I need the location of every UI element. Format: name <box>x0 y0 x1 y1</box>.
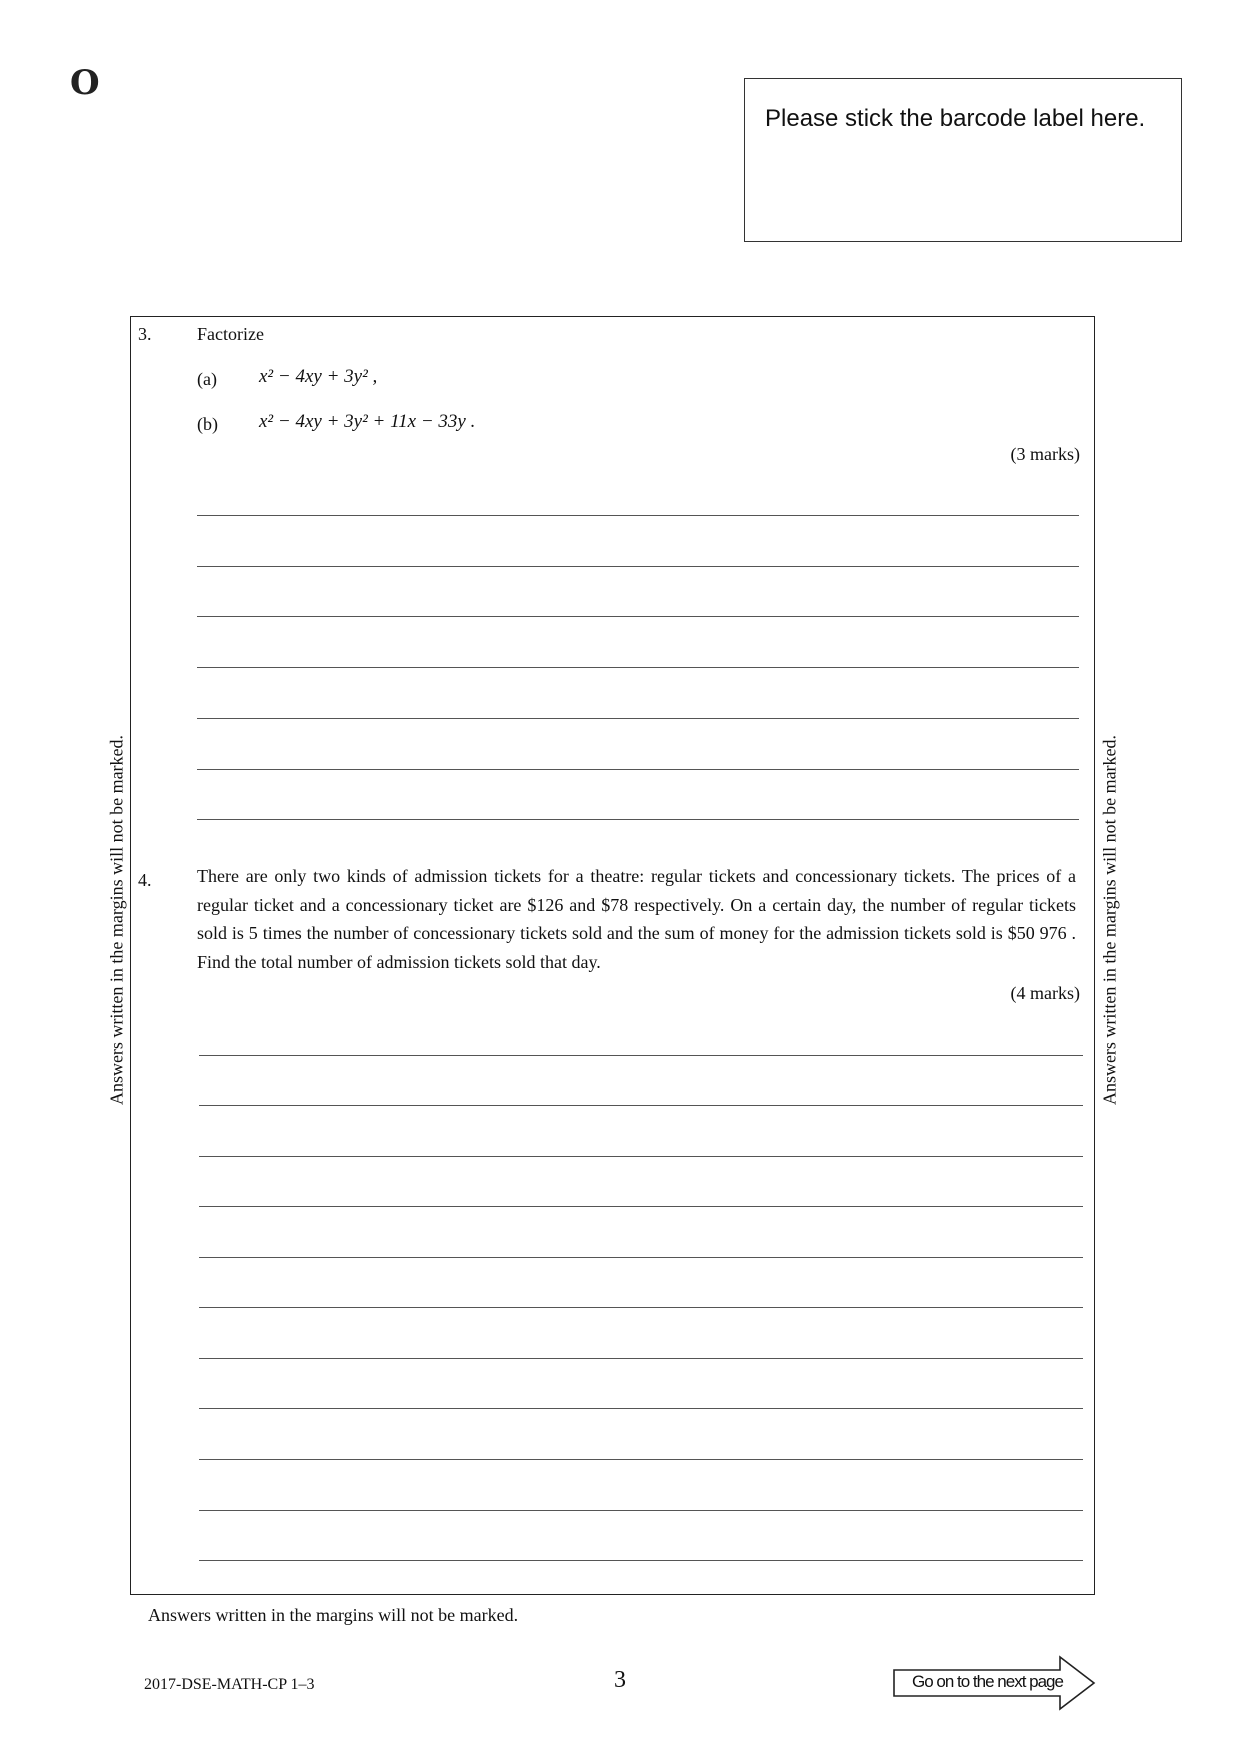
barcode-instruction: Please stick the barcode label here. <box>765 105 1146 132</box>
q3-number: 3. <box>138 324 152 344</box>
answer-line[interactable] <box>199 1560 1083 1561</box>
q4-number: 4. <box>138 870 152 890</box>
answer-line[interactable] <box>199 1358 1083 1359</box>
q3-part-b-expression: x² − 4xy + 3y² + 11x − 33y . <box>259 411 476 432</box>
barcode-label-box <box>744 78 1182 242</box>
answer-line[interactable] <box>197 515 1079 516</box>
answer-line[interactable] <box>197 566 1079 567</box>
page-number: 3 <box>614 1667 626 1693</box>
answer-line[interactable] <box>199 1307 1083 1308</box>
q3-prompt: Factorize <box>197 324 264 344</box>
answer-line[interactable] <box>199 1206 1083 1207</box>
next-page-arrow <box>892 1655 1098 1711</box>
q4-text: There are only two kinds of admission tickets for a theatre: regular tickets and concessionary tickets. The prices of a regular ticket and a concessionary ticket are $126 and $78 respectively. On a certain day, the number of regular tickets sold is 5 times the number of concessionary tickets sold and the sum of money for the admission tickets sold is $50 976 . Find the total number of admission tickets sold that day. <box>197 866 1076 972</box>
answer-line[interactable] <box>197 819 1079 820</box>
q4-marks: (4 marks) <box>1010 983 1080 1003</box>
answer-line[interactable] <box>199 1510 1083 1511</box>
next-page-label: Go on to the next page <box>912 1672 1063 1691</box>
bottom-margin-note: Answers written in the margins will not be marked. <box>148 1605 519 1625</box>
q3-part-a-label: (a) <box>197 369 217 389</box>
answer-line[interactable] <box>197 616 1079 617</box>
answer-line[interactable] <box>197 769 1079 770</box>
corner-mark: O <box>70 63 100 103</box>
left-margin-note: Answers written in the margins will not be marked. <box>106 734 127 1106</box>
answer-line[interactable] <box>199 1257 1083 1258</box>
answer-line[interactable] <box>197 667 1079 668</box>
paper-code: 2017-DSE-MATH-CP 1–3 <box>144 1676 315 1693</box>
answer-line[interactable] <box>199 1055 1083 1056</box>
q3-part-a-expression: x² − 4xy + 3y² , <box>259 366 378 387</box>
answer-line[interactable] <box>199 1408 1083 1409</box>
q3-part-b-label: (b) <box>197 414 218 434</box>
answer-line[interactable] <box>199 1156 1083 1157</box>
answer-line[interactable] <box>199 1459 1083 1460</box>
q3-marks: (3 marks) <box>1010 444 1080 464</box>
answer-line[interactable] <box>199 1105 1083 1106</box>
answer-line[interactable] <box>197 718 1079 719</box>
right-margin-note: Answers written in the margins will not be marked. <box>1099 734 1120 1106</box>
